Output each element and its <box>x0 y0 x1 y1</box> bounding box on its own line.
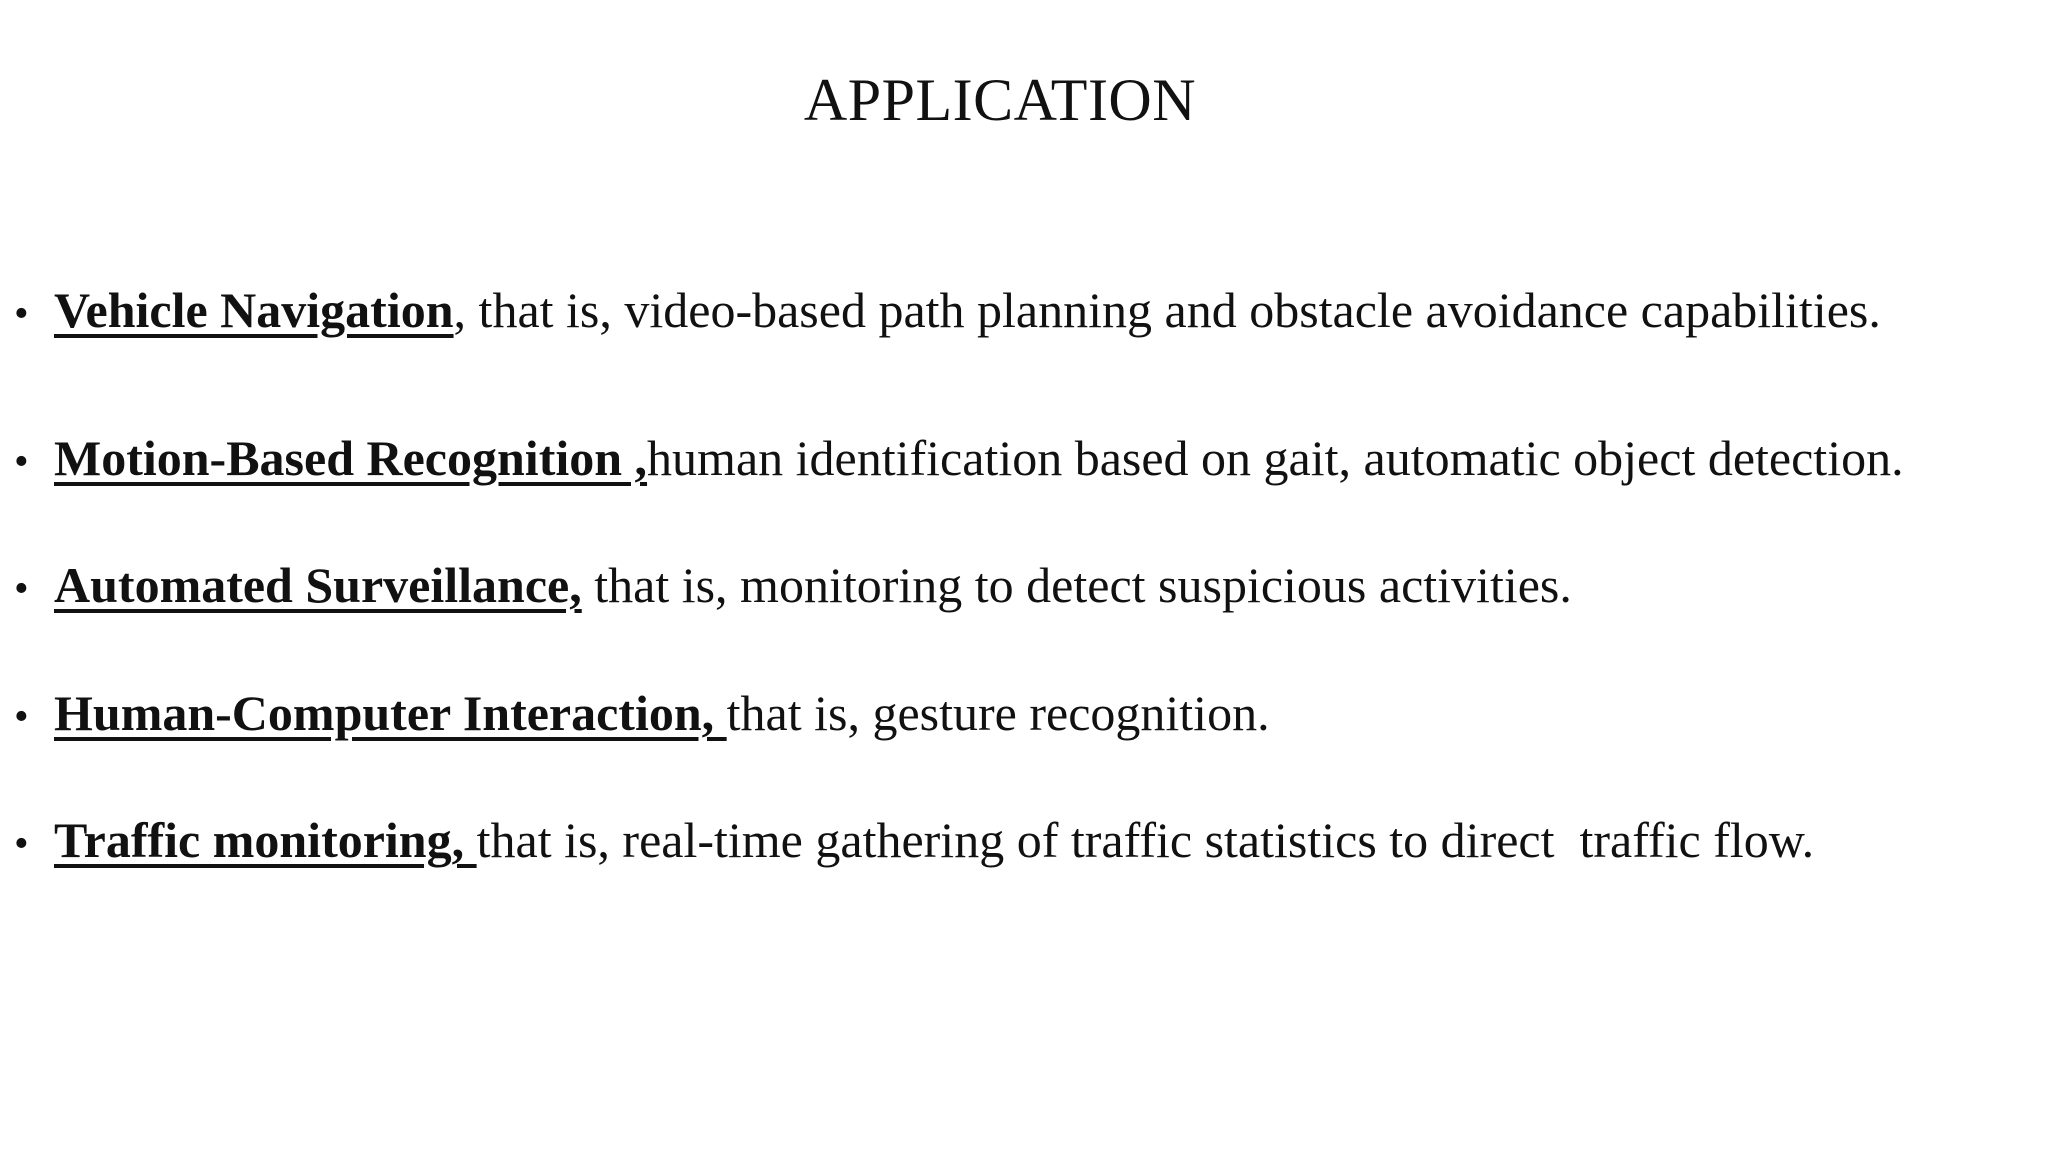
bullet-dot: • <box>14 821 29 867</box>
bullet-term: Human-Computer Interaction, <box>54 685 727 741</box>
bullet-term: Automated Surveillance, <box>54 557 582 613</box>
bullet-item-traffic-monitoring <box>14 810 1814 874</box>
bullet-item-motion-based-recognition <box>14 428 1904 492</box>
bullet-description: human identification based on gait, automatic object detection. <box>647 430 1904 486</box>
bullet-term: Vehicle Navigation <box>54 282 454 338</box>
bullet-description: , that is, video-based path planning and obstacle avoidance capabilities. <box>453 282 1881 338</box>
bullet-dot: • <box>14 439 29 485</box>
bullet-dot: • <box>14 694 29 740</box>
bullet-term: Traffic monitoring, <box>54 812 477 868</box>
bullet-term: Motion-Based Recognition , <box>54 430 648 486</box>
bullet-description: that is, gesture recognition. <box>726 685 1270 741</box>
bullet-description: that is, monitoring to detect suspicious activities. <box>581 557 1572 613</box>
bullet-dot: • <box>14 566 29 612</box>
slide-title: APPLICATION <box>803 67 1197 133</box>
bullet-dot: • <box>14 291 29 337</box>
bullet-item-vehicle-navigation <box>14 280 1881 344</box>
bullet-description: that is, real-time gathering of traffic statistics to direct traffic flow. <box>476 812 1815 868</box>
bullet-item-human-computer-interaction <box>14 683 1270 747</box>
bullet-item-automated-surveillance <box>14 555 1572 619</box>
